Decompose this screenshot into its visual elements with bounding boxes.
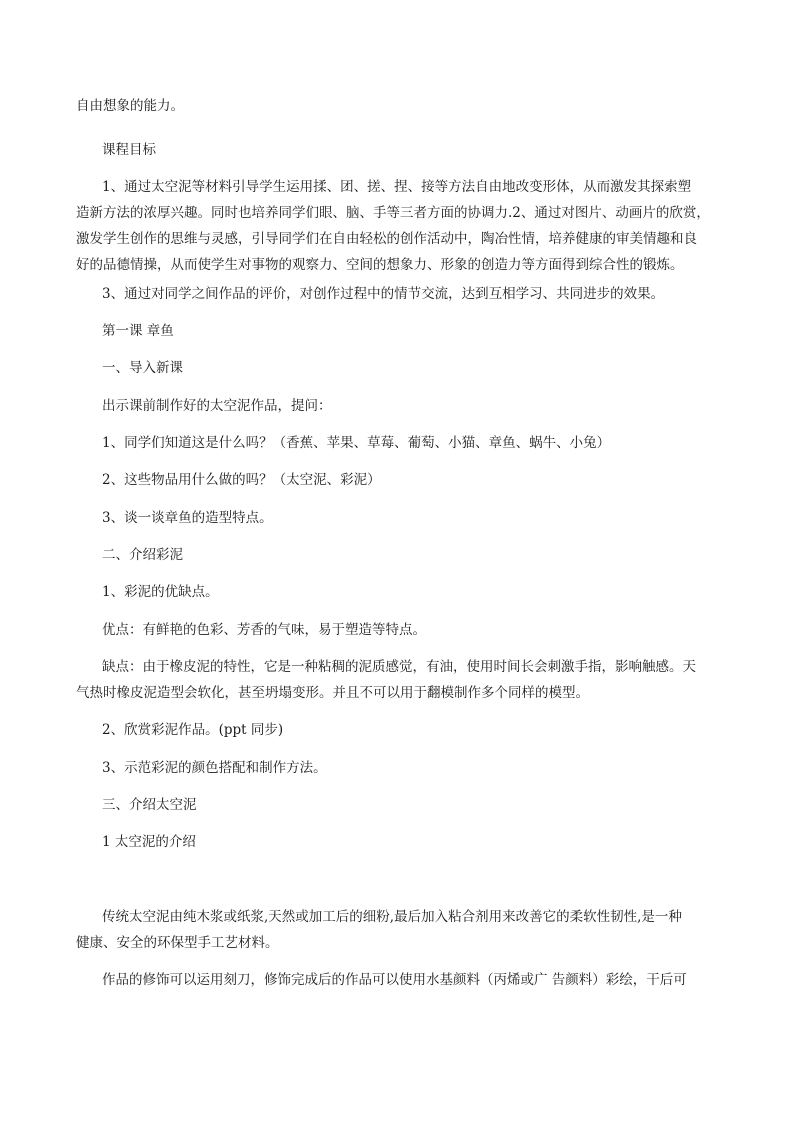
heading-section-1: 一、导入新课 [102, 360, 183, 376]
paragraph-space-clay-cont [76, 930, 726, 956]
heading-lesson-1: 第一课 章鱼 [102, 323, 174, 339]
heading-section-2: 二、介绍彩泥 [102, 547, 183, 563]
text-line: 1、通过太空泥等材料引导学生运用揉、团、搓、捏、接等方法自由地改变形体，从而激发其探索塑 [102, 179, 692, 195]
subheading-space-clay: 1 太空泥的介绍 [102, 834, 196, 850]
paragraph-cons-cont [76, 680, 726, 706]
paragraph-goal-3: 3、通过对同学之间作品的评价，对创作过程中的情节交流，达到互相学习、共同进步的效果。 [102, 286, 665, 302]
text-line: 造新方法的浓厚兴趣。同时也培养同学们眼、脑、手等三者方面的协调力.2、通过对图片、动画片的欣赏， [76, 205, 710, 221]
text-line: 传统太空泥由纯木浆或纸浆,天然或加工后的细粉,最后加入粘合剂用来改善它的柔软性韧性,是一种 [102, 909, 682, 925]
list-item-2: 2、这些物品用什么做的吗？（太空泥、彩泥） [102, 472, 381, 488]
text-line: 健康、安全的环保型手工艺材料。 [76, 935, 279, 951]
text-line: 气热时橡皮泥造型会软化，甚至坍塌变形。并且不可以用于翻模制作多个同样的模型。 [76, 685, 589, 701]
list-item-pros-cons: 1、彩泥的优缺点。 [102, 584, 219, 600]
list-item-appreciate: 2、欣赏彩泥作品。(ppt 同步) [102, 722, 284, 738]
text-line: 好的品德情操，从而使学生对事物的观察力、空间的想象力、形象的创造力等方面得到综合性的锻炼。 [76, 257, 684, 273]
paragraph-intro-ending: 自由想象的能力。 [76, 98, 184, 114]
paragraph-cons [102, 654, 752, 680]
paragraph-question-intro: 出示课前制作好的太空泥作品，提问： [102, 398, 332, 414]
heading-course-goals: 课程目标 [102, 142, 156, 158]
list-item-3: 3、谈一谈章鱼的造型特点。 [102, 510, 273, 526]
paragraph-space-clay [102, 904, 752, 930]
paragraph-pros: 优点：有鲜艳的色彩、芳香的气味，易于塑造等特点。 [102, 622, 426, 638]
text-line: 激发学生创作的思维与灵感，引导同学们在自由轻松的创作活动中，陶冶性情，培养健康的审美情趣和良 [76, 231, 697, 247]
paragraph-goal-1-2-cont [76, 200, 726, 278]
paragraph-decoration: 作品的修饰可以运用刻刀，修饰完成后的作品可以使用水基颜料（丙烯或广 告颜料）彩绘，干后可 [102, 972, 687, 988]
list-item-demo: 3、示范彩泥的颜色搭配和制作方法。 [102, 760, 327, 776]
text-line: 缺点：由于橡皮泥的特性，它是一种粘稠的泥质感觉，有油，使用时间长会刺激手指，影响触感。天 [102, 659, 696, 675]
paragraph-goal-1-2 [102, 174, 752, 200]
list-item-1: 1、同学们知道这是什么吗？（香蕉、苹果、草莓、葡萄、小猫、章鱼、蜗牛、小兔） [102, 435, 611, 451]
heading-section-3: 三、介绍太空泥 [102, 797, 197, 813]
